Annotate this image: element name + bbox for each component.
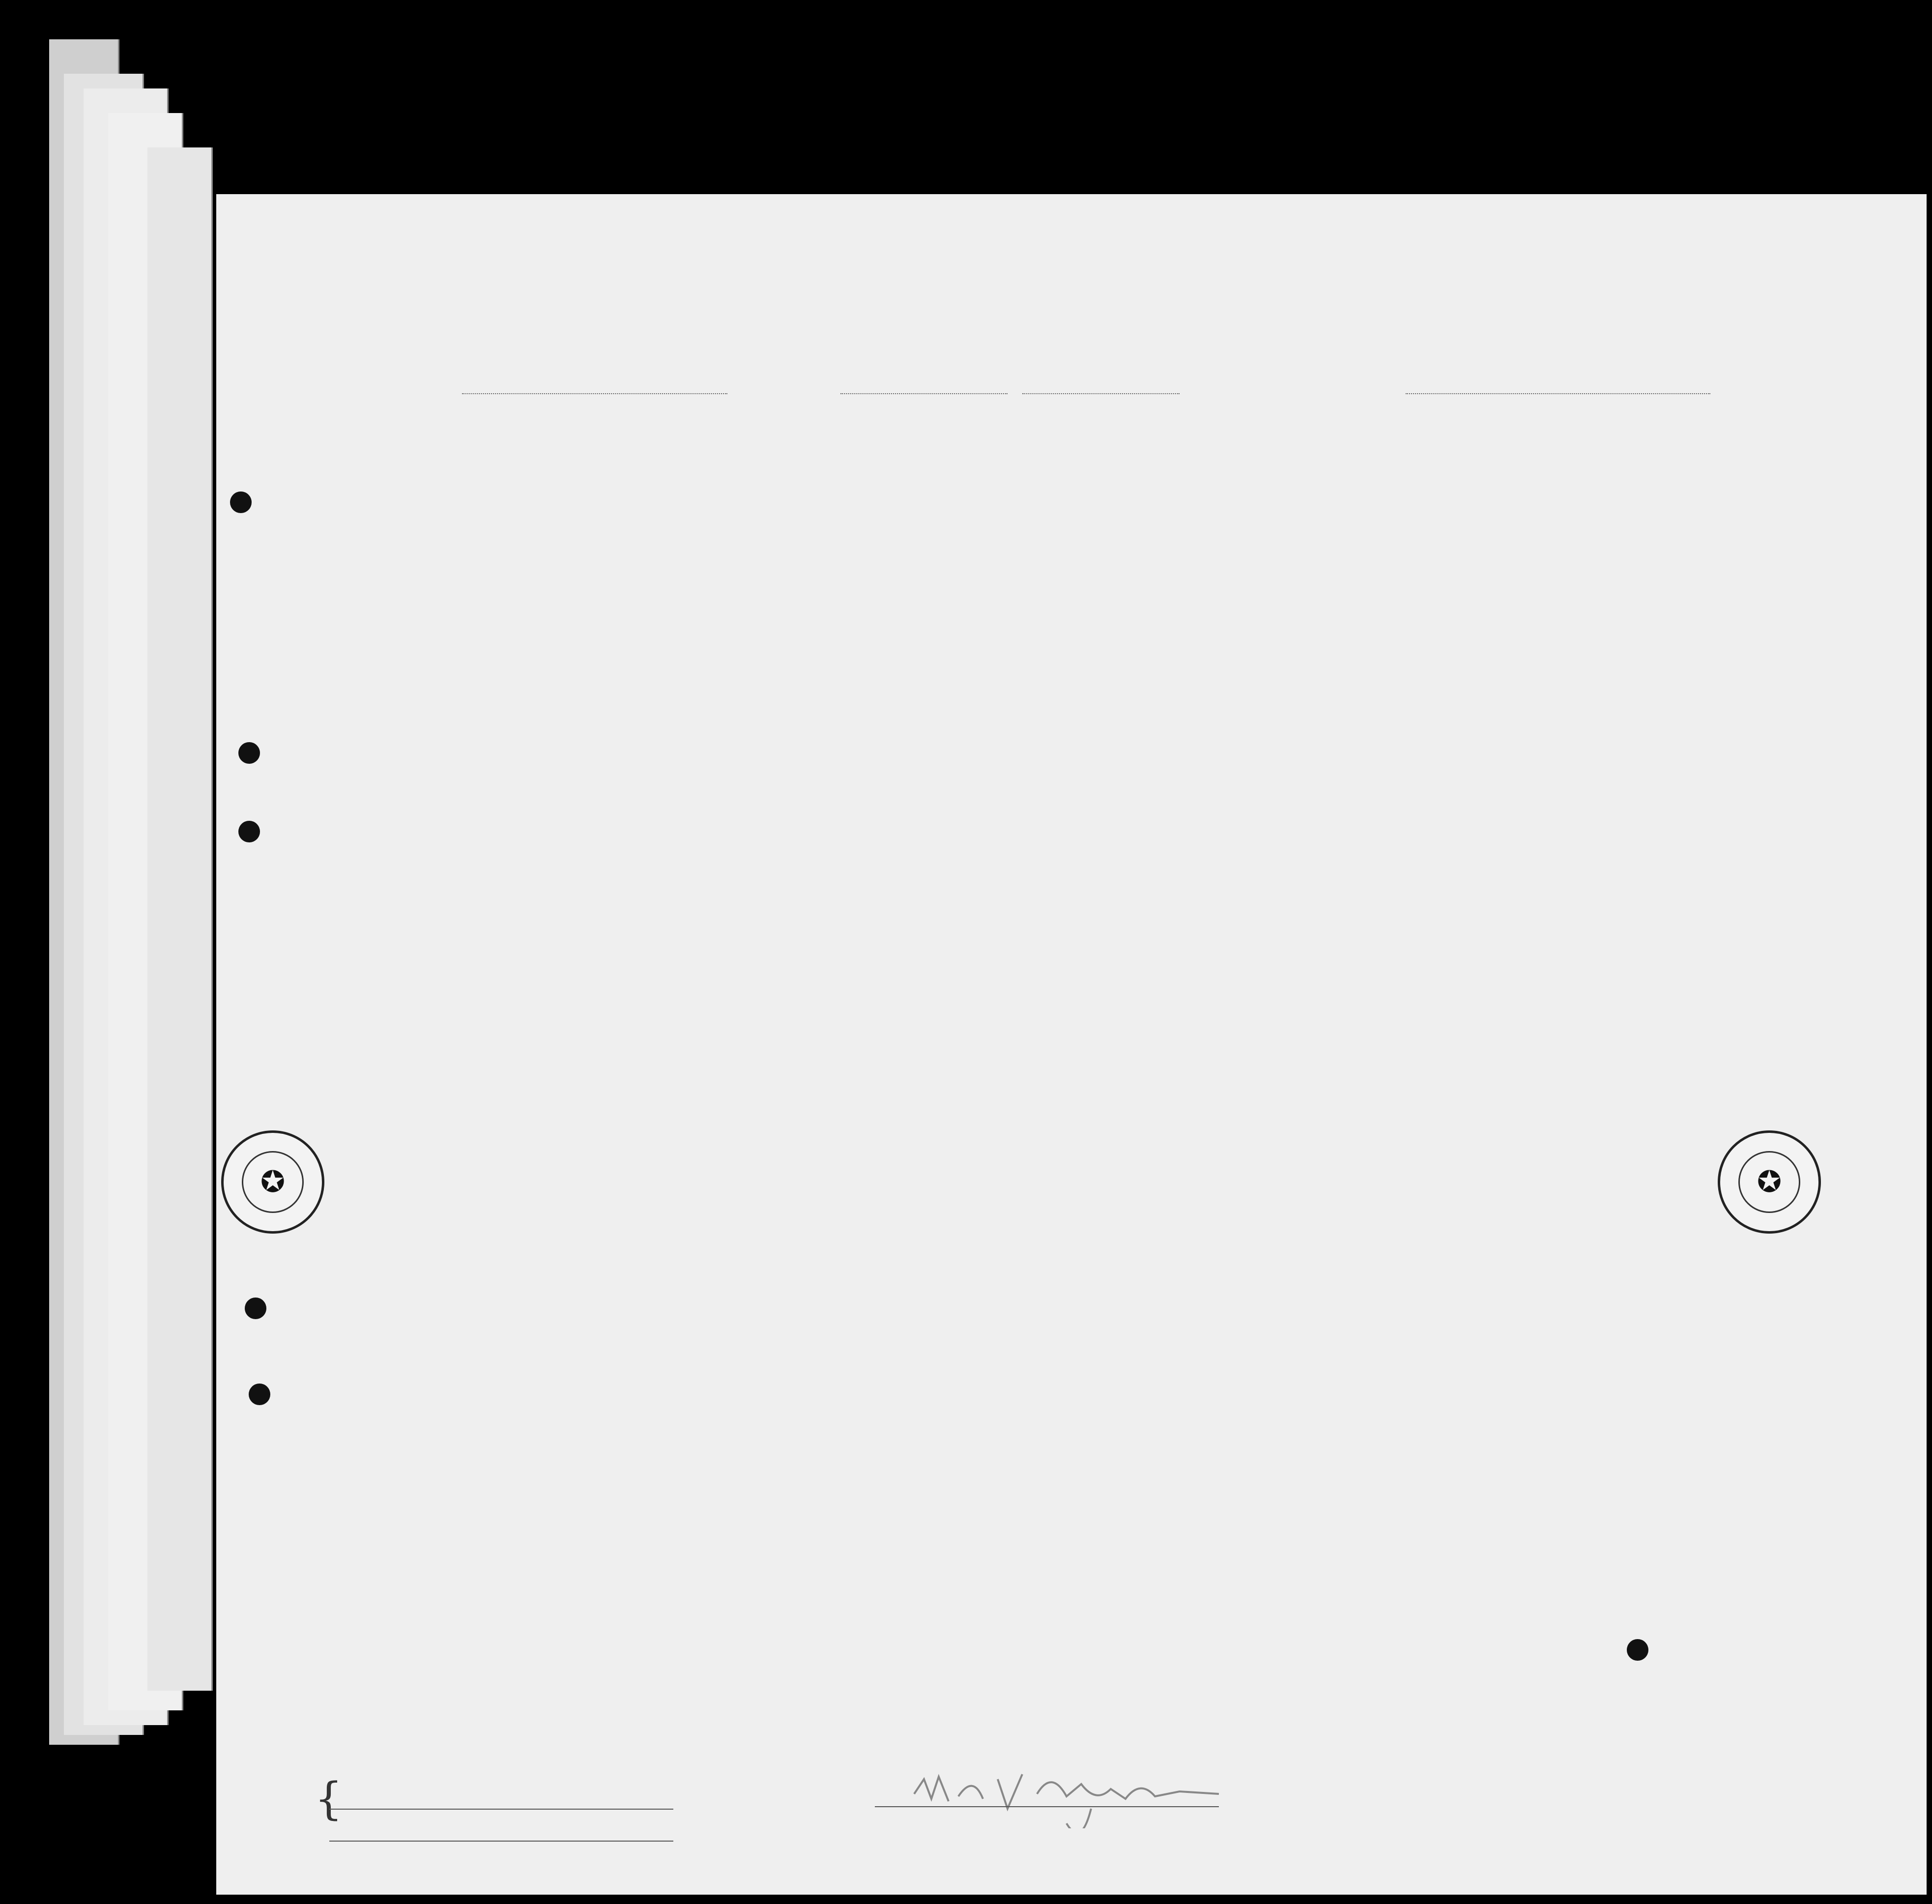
- punch-hole: [1627, 1639, 1648, 1661]
- consulate-stamp-left: [221, 1130, 324, 1234]
- eagle-seal-icon: ✪: [242, 1151, 304, 1213]
- brace-icon: {: [315, 1773, 343, 1825]
- eagle-seal-icon: ✪: [1738, 1151, 1800, 1213]
- consulate-stamp-right: [1718, 1130, 1821, 1234]
- paper-edge: [147, 147, 213, 1691]
- inspector-signature: [904, 1750, 1248, 1828]
- punch-hole: [238, 742, 260, 764]
- punch-hole: [238, 821, 260, 842]
- punch-hole: [230, 491, 252, 513]
- punch-hole: [245, 1298, 266, 1319]
- manifest-sheet: [216, 194, 1927, 1895]
- punch-hole: [249, 1384, 270, 1405]
